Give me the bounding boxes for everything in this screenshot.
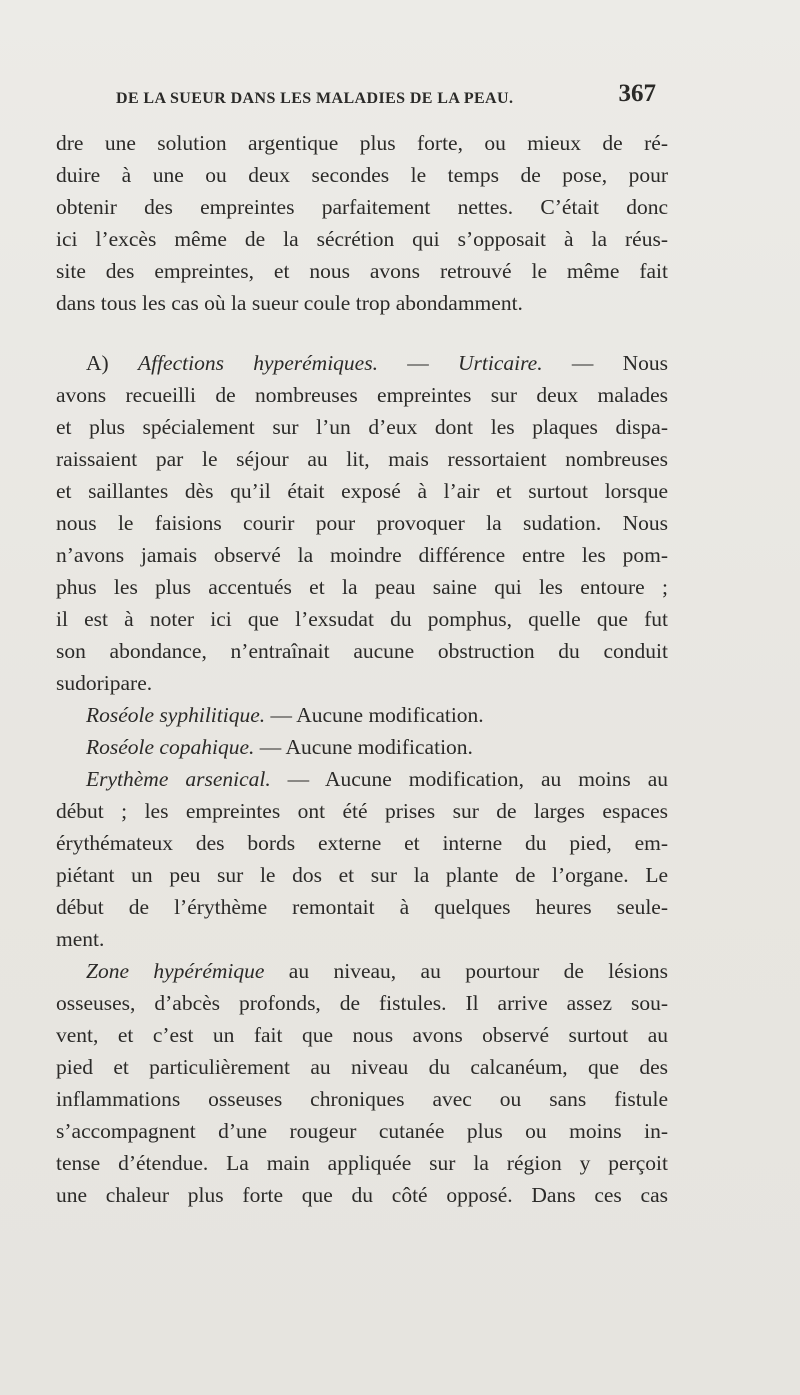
text-line: obtenir des empreintes parfaitement nettes. C’était donc bbox=[56, 195, 668, 219]
paragraph-roseole-copahique bbox=[56, 731, 668, 763]
text-line bbox=[56, 731, 668, 763]
text-run: — Aucune modification, au moins au bbox=[270, 767, 669, 791]
text-line: dans tous les cas où la sueur coule trop abondamment. bbox=[56, 291, 523, 315]
text-line: sudoripare. bbox=[56, 671, 153, 695]
entry-title: Zone hypérémique bbox=[86, 959, 265, 983]
text-line: érythémateux des bords externe et interne du pied, em- bbox=[56, 831, 668, 855]
paragraph-erytheme bbox=[56, 763, 668, 955]
text-run: — Nous bbox=[542, 351, 669, 375]
text-line: et saillantes dès qu’il était exposé à l’air et surtout lorsque bbox=[56, 479, 668, 503]
page-number: 367 bbox=[618, 80, 656, 107]
text-line bbox=[56, 955, 668, 987]
paragraph-1 bbox=[56, 127, 668, 319]
text-line: nous le faisions courir pour provoquer la sudation. Nous bbox=[56, 511, 668, 535]
running-head: DE LA SUEUR DANS LES MALADIES DE LA PEAU. bbox=[116, 90, 514, 107]
entry-title: Erythème arsenical. bbox=[86, 767, 271, 791]
section-title: Affections hyperémiques. bbox=[137, 351, 378, 375]
section-label: A) bbox=[86, 351, 138, 375]
text-line: duire à une ou deux secondes le temps de pose, pour bbox=[56, 163, 668, 187]
text-line: ici l’excès même de la sécrétion qui s’opposait à la réus- bbox=[56, 227, 668, 251]
text-run: — Aucune modification. bbox=[265, 703, 484, 727]
paragraph-zone bbox=[56, 955, 668, 1211]
text-line: ment. bbox=[56, 927, 105, 951]
text-line: n’avons jamais observé la moindre différence entre les pom- bbox=[56, 543, 668, 567]
text-run: au niveau, au pourtour de lésions bbox=[264, 959, 668, 983]
text-line: site des empreintes, et nous avons retrouvé le même fait bbox=[56, 259, 668, 283]
text-line: vent, et c’est un fait que nous avons observé surtout au bbox=[56, 1023, 668, 1047]
text-line: osseuses, d’abcès profonds, de fistules. Il arrive assez sou- bbox=[56, 991, 668, 1015]
text-line: s’accompagnent d’une rougeur cutanée plus ou moins in- bbox=[56, 1119, 668, 1143]
subsection-title: Urticaire. bbox=[458, 351, 543, 375]
text-line: il est à noter ici que l’exsudat du pomphus, quelle que fut bbox=[56, 607, 668, 631]
text-run: — Aucune modification. bbox=[254, 735, 473, 759]
text-line: pied et particulièrement au niveau du calcanéum, que des bbox=[56, 1055, 668, 1079]
paragraph-affections bbox=[56, 347, 668, 699]
paragraph-roseole-syphilitique bbox=[56, 699, 668, 731]
page-header bbox=[116, 80, 656, 116]
text-line: une chaleur plus forte que du côté opposé. Dans ces cas bbox=[56, 1183, 668, 1207]
em-dash: — bbox=[377, 351, 458, 375]
text-line: inflammations osseuses chroniques avec ou sans fistule bbox=[56, 1087, 668, 1111]
text-line: tense d’étendue. La main appliquée sur la région y perçoit bbox=[56, 1151, 668, 1175]
text-line: phus les plus accentués et la peau saine qui les entoure ; bbox=[56, 575, 668, 599]
text-line: avons recueilli de nombreuses empreintes sur deux malades bbox=[56, 383, 668, 407]
text-line bbox=[56, 699, 668, 731]
page-body bbox=[56, 127, 668, 1211]
text-line: et plus spécialement sur l’un d’eux dont les plaques dispa- bbox=[56, 415, 668, 439]
entry-title: Roséole copahique. bbox=[86, 735, 255, 759]
entry-title: Roséole syphilitique. bbox=[86, 703, 266, 727]
text-line: début ; les empreintes ont été prises sur de larges espaces bbox=[56, 799, 668, 823]
text-line: son abondance, n’entraînait aucune obstruction du conduit bbox=[56, 639, 668, 663]
text-line: piétant un peu sur le dos et sur la plante de l’organe. Le bbox=[56, 863, 668, 887]
text-line: début de l’érythème remontait à quelques heures seule- bbox=[56, 895, 668, 919]
text-line: dre une solution argentique plus forte, ou mieux de ré- bbox=[56, 131, 668, 155]
text-line: raissaient par le séjour au lit, mais ressortaient nombreuses bbox=[56, 447, 668, 471]
text-line bbox=[56, 763, 668, 795]
text-line bbox=[56, 347, 668, 379]
